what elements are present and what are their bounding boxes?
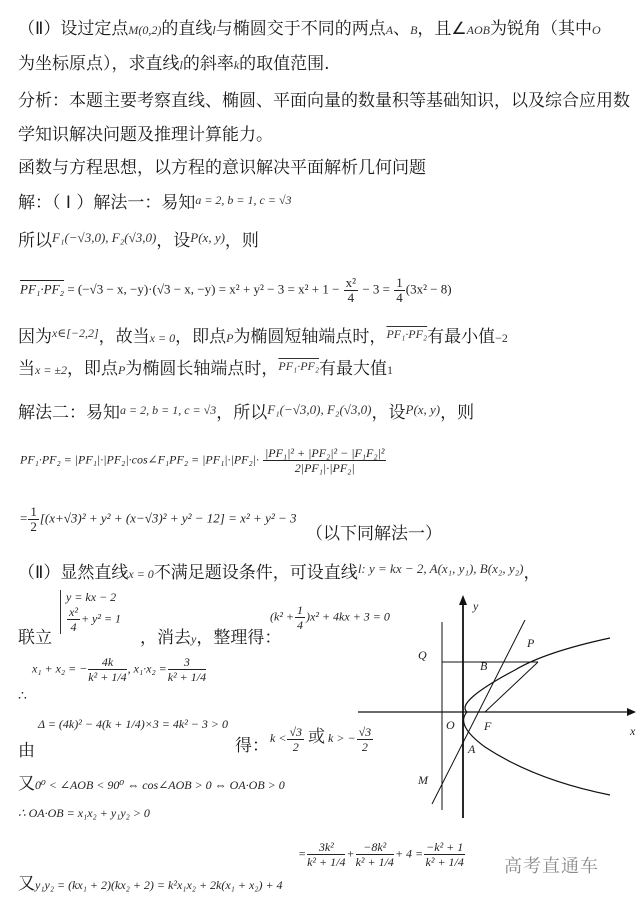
label-o: O bbox=[446, 718, 455, 732]
text: ，设 bbox=[371, 403, 406, 423]
text: ，且∠ bbox=[417, 19, 467, 39]
text: ，消去 bbox=[140, 628, 191, 648]
numerator: 1 bbox=[30, 504, 37, 519]
fraction bbox=[263, 446, 386, 475]
parabola-diagram bbox=[355, 590, 640, 825]
numerator: |PF₁|² + |PF₂|² − |F₁F₂|² bbox=[264, 446, 385, 460]
text: (k² + bbox=[270, 609, 295, 624]
numerator: 3k² bbox=[307, 840, 345, 855]
angle-condition-line bbox=[18, 773, 285, 796]
denominator: 2 bbox=[361, 739, 368, 754]
system-line bbox=[18, 627, 281, 650]
denominator: k² + 1/4 bbox=[307, 855, 346, 869]
system-eq1: y = kx − 2 bbox=[66, 590, 117, 604]
numerator: 1 bbox=[297, 603, 304, 617]
point-a: A bbox=[385, 23, 394, 37]
text: k > − bbox=[328, 731, 356, 745]
solution2-equation1 bbox=[20, 446, 387, 475]
text: ，设 bbox=[156, 231, 191, 251]
fraction bbox=[28, 505, 39, 534]
text: 因为 bbox=[18, 327, 52, 347]
fraction bbox=[424, 840, 465, 869]
y-axis-arrow-icon bbox=[459, 595, 467, 605]
numerator: −8k² bbox=[356, 840, 394, 855]
text: )x² + 4kx + 3 = 0 bbox=[306, 609, 390, 624]
foci: F₁(−√3,0), F₂(√3,0) bbox=[267, 402, 372, 417]
foci: F₁(−√3,0), F₂(√3,0) bbox=[52, 230, 157, 245]
numerator: 4k bbox=[88, 655, 126, 670]
abc-values: a = 2, b = 1, c = √3 bbox=[195, 193, 292, 207]
slope-k: k bbox=[233, 58, 240, 72]
line-equation: l: y = kx − 2, A(x₁, y₁), B(x₂, y₂) bbox=[357, 561, 524, 576]
text: ，所以 bbox=[216, 403, 268, 423]
therefore-symbol: ∴ bbox=[18, 689, 27, 704]
label-a: A bbox=[468, 742, 476, 756]
x-range: x∈[−2,2] bbox=[52, 326, 99, 340]
line-l: l bbox=[212, 23, 216, 37]
text: 联立 bbox=[18, 628, 52, 648]
label-q: Q bbox=[418, 648, 427, 662]
part2-problem-line2 bbox=[18, 53, 330, 76]
fraction bbox=[394, 276, 405, 305]
numerator: −k² + 1 bbox=[426, 840, 464, 854]
point-p: P(x, y) bbox=[190, 230, 225, 245]
get-label: 得： bbox=[235, 736, 269, 756]
point-p: P bbox=[226, 331, 234, 345]
solution1-max-line bbox=[18, 355, 393, 381]
denominator: 4 bbox=[70, 620, 77, 634]
text: 为椭圆短轴端点时， bbox=[233, 327, 387, 347]
fraction bbox=[88, 655, 126, 684]
angle-aob: AOB bbox=[466, 23, 490, 37]
angle-condition: 0⁰ < ∠AOB < 90⁰ ⇔ cos∠AOB > 0 ⇔ OA·OB > 0 bbox=[35, 778, 285, 792]
text: 由 bbox=[18, 741, 35, 761]
part2-solution-line1 bbox=[18, 558, 540, 585]
label-b: B bbox=[480, 659, 488, 673]
text: 的直线 bbox=[161, 19, 213, 39]
text: 的取值范围. bbox=[239, 54, 330, 74]
fraction bbox=[356, 840, 394, 869]
text: 所以 bbox=[18, 231, 52, 251]
y1y2-result bbox=[298, 840, 466, 869]
solution1-foci-line bbox=[18, 227, 259, 252]
text: 的斜率 bbox=[182, 54, 234, 74]
point-m: M(0,2) bbox=[128, 23, 162, 37]
eq-rhs: (3x² − 8) bbox=[405, 281, 452, 297]
label-x: x bbox=[630, 724, 636, 738]
text: , x₁·x₂ = bbox=[127, 661, 167, 676]
numerator: 3 bbox=[168, 655, 206, 670]
solution1-equation bbox=[20, 276, 452, 305]
text: （Ⅱ）显然直线 bbox=[18, 563, 129, 583]
y1y2-expansion: y₁y₂ = (kx₁ + 2)(kx₂ + 2) = k²x₁x₂ + 2k(x₁ + x₂) + 4 bbox=[35, 878, 283, 892]
eq-lhs: PF₁·PF₂ bbox=[20, 281, 65, 297]
line-fb bbox=[485, 662, 538, 712]
text: 解法二：易知 bbox=[18, 403, 120, 423]
denominator: k² + 1/4 bbox=[425, 855, 464, 869]
x-zero: x = 0 bbox=[149, 331, 176, 345]
max-value: 1 bbox=[387, 363, 394, 377]
solution2-header bbox=[18, 399, 474, 424]
numerator: √3 bbox=[289, 724, 303, 739]
fraction bbox=[344, 276, 358, 305]
vieta-formulas bbox=[32, 655, 207, 684]
text: ， bbox=[523, 563, 541, 583]
text: ，则 bbox=[224, 231, 259, 251]
analysis-line2: 学知识解决问题及推理计算能力。 bbox=[18, 125, 273, 145]
y1y2-line bbox=[18, 873, 283, 896]
label-m: M bbox=[418, 773, 428, 787]
solution1-header bbox=[18, 189, 292, 214]
text: ，则 bbox=[440, 403, 475, 423]
text: x₁ + x₂ = − bbox=[32, 661, 88, 676]
text: 有最小值 bbox=[427, 327, 496, 347]
eq-rhs: = (−√3 − x, −y)·(√3 − x, −y) = x² + y² − 3 = x² + 1 − bbox=[67, 281, 340, 297]
denominator: 4 bbox=[396, 290, 403, 305]
solution1-min-line bbox=[18, 322, 508, 349]
text: k < bbox=[270, 731, 287, 745]
text: ，故当 bbox=[98, 327, 150, 347]
point-p: P(x, y) bbox=[405, 402, 441, 417]
text: ，即点 bbox=[175, 327, 227, 347]
text: 、 bbox=[393, 19, 411, 39]
denominator: 4 bbox=[347, 290, 355, 305]
text: （Ⅱ）设过定点 bbox=[18, 19, 129, 39]
dot-product: PF₁·PF₂ bbox=[386, 327, 428, 341]
solution2-equation2 bbox=[20, 505, 297, 534]
denominator: 2 bbox=[292, 739, 299, 754]
denominator: 4 bbox=[297, 618, 304, 632]
part2-problem-line1 bbox=[18, 18, 601, 41]
denominator: k² + 1/4 bbox=[355, 855, 394, 869]
text: + 4 = bbox=[394, 846, 424, 861]
text: ，即点 bbox=[67, 359, 119, 379]
denominator: 2 bbox=[30, 519, 37, 534]
label-y: y bbox=[473, 599, 479, 613]
point-b: B bbox=[410, 23, 418, 37]
abc-values: a = 2, b = 1, c = √3 bbox=[120, 403, 217, 417]
min-value: −2 bbox=[495, 331, 508, 345]
eq-lhs: PF₁·PF₂ = |PF₁|·|PF₂|·cos∠F₁PF₂ = |PF₁|·|PF₂|· bbox=[20, 452, 259, 467]
eq-rhs: [(x+√3)² + y² + (x−√3)² + y² − 12] = x² + y² − 3 bbox=[39, 510, 297, 526]
origin-o: O bbox=[591, 23, 601, 37]
text: + bbox=[346, 846, 355, 861]
text: = bbox=[20, 510, 28, 526]
x-pm2: x = ±2 bbox=[35, 363, 68, 377]
label-p: P bbox=[527, 636, 535, 650]
dot-product: PF₁·PF₂ bbox=[278, 359, 320, 373]
text: 又 bbox=[18, 874, 35, 894]
discriminant-equation: Δ = (4k)² − 4(k + 1/4)×3 = 4k² − 3 > 0 bbox=[38, 717, 229, 731]
fraction bbox=[168, 655, 206, 684]
numerator: 1 bbox=[396, 275, 403, 290]
denominator: k² + 1/4 bbox=[88, 670, 127, 684]
label-f: F bbox=[484, 719, 492, 733]
fraction bbox=[295, 603, 305, 632]
numerator: x² bbox=[345, 275, 357, 290]
system-eq2: + y² = 1 bbox=[80, 611, 122, 626]
discriminant-line bbox=[18, 740, 35, 762]
x-zero: x = 0 bbox=[128, 567, 154, 581]
text: 不满足题设条件，可设直线 bbox=[153, 563, 358, 583]
watermark: 高考直通车 bbox=[504, 856, 599, 877]
denominator: k² + 1/4 bbox=[167, 670, 207, 684]
text: 与椭圆交于不同的两点 bbox=[215, 19, 386, 39]
analysis-line1: 分析：本题主要考察直线、椭圆、平面向量的数量积等基础知识，以及综合应用数 bbox=[18, 91, 630, 111]
fraction bbox=[307, 840, 345, 869]
dot-condition: ∴ OA·OB = x₁x₂ + y₁y₂ > 0 bbox=[18, 806, 150, 820]
text: 为锐角（其中 bbox=[489, 19, 592, 39]
fraction bbox=[287, 725, 304, 754]
x-axis-arrow-icon bbox=[627, 708, 636, 716]
analysis-line3: 函数与方程思想，以方程的意识解决平面解析几何问题 bbox=[18, 158, 426, 178]
text: 为坐标原点），求直线 bbox=[18, 54, 180, 74]
text: = bbox=[298, 846, 307, 861]
denominator: 2|PF₁|·|PF₂| bbox=[294, 461, 355, 475]
line-l: l bbox=[179, 58, 183, 72]
eq-rhs: − 3 = bbox=[362, 281, 390, 297]
text: ，整理得： bbox=[196, 628, 282, 648]
text: 为椭圆长轴端点时， bbox=[125, 359, 279, 379]
text: 又 bbox=[18, 774, 35, 794]
text: 有最大值 bbox=[319, 359, 388, 379]
same-as-solution1-note: （以下同解法一） bbox=[306, 524, 442, 544]
point-p: P bbox=[118, 363, 126, 377]
or-label: 或 bbox=[308, 727, 326, 747]
numerator: √3 bbox=[358, 724, 372, 739]
numerator: x² bbox=[69, 605, 78, 619]
var-y: y bbox=[191, 632, 197, 646]
text: 解：（ Ⅰ ）解法一：易知 bbox=[18, 193, 196, 213]
text: 当 bbox=[18, 359, 35, 379]
